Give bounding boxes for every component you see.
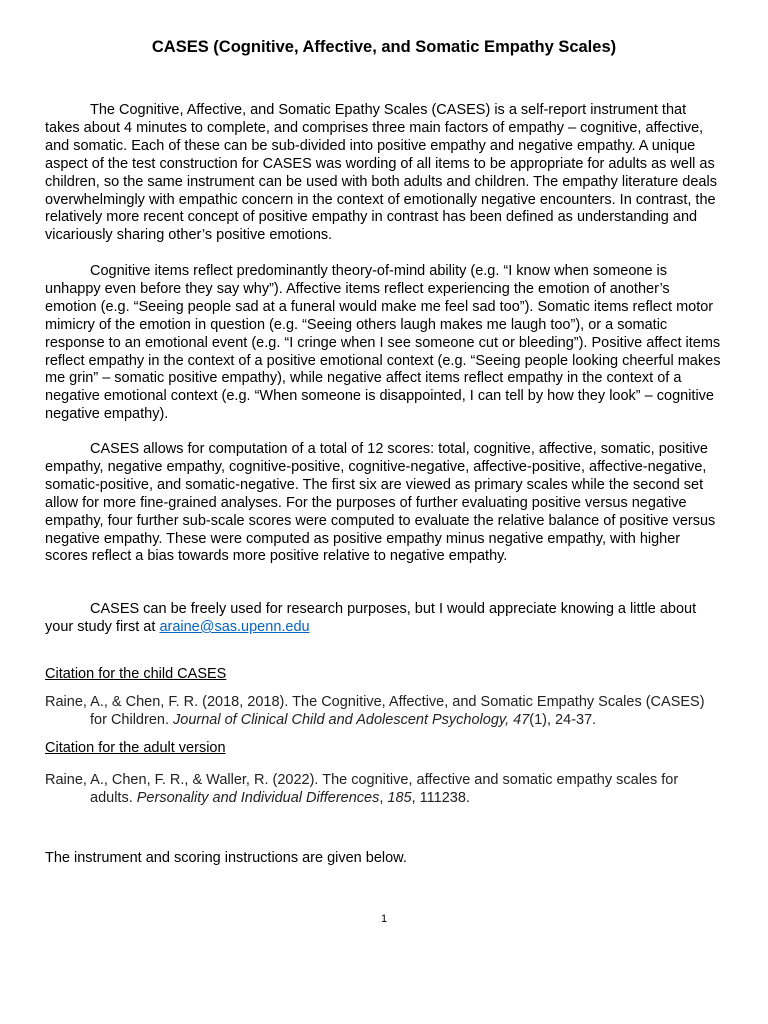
scoring-paragraph: CASES allows for computation of a total of 12 scores: total, cognitive, affective, somatic, positive empathy, negative empathy, cognitive-positive, cognitive-negative, affective-positive, affective-negative, somatic-positive, and somatic-negative. The first six are viewed as primary scales while the second set allow for more fine-grained analyses. For the purposes of further evaluating positive versus negative empathy, four further sub-scale scores were computed to evaluate the relative balance of positive versus negative empathy. These were computed as positive empathy minus negative empathy, with higher scores reflect a bias towards more positive relative to negative empathy.: [45, 441, 716, 565]
child-citation-details: (1), 24-37.: [529, 712, 597, 728]
child-citation: [45, 693, 723, 729]
closing-note: The instrument and scoring instructions are given below.: [45, 850, 407, 866]
adult-citation-journal: Personality and Individual Differences: [136, 790, 380, 806]
document-title: CASES (Cognitive, Affective, and Somatic Empathy Scales): [151, 38, 617, 56]
adult-citation-volume: 185: [387, 790, 412, 806]
adult-citation-details: , 111238.: [411, 790, 470, 806]
page-number: 1: [380, 913, 388, 925]
usage-text: CASES can be freely used for research purposes, but I would appreciate knowing a little about your study first at: [45, 601, 697, 635]
intro-paragraph: The Cognitive, Affective, and Somatic Epathy Scales (CASES) is a self-report instrument that takes about 4 minutes to complete, and comprises three main factors of empathy – cognitive, affective, and somatic. Each of these can be sub-divided into positive empathy and negative empathy. A unique aspect of the test construction for CASES was wording of all items to be appropriate for adults as well as children, so the same instrument can be used with both adults and children. The empathy literature deals overwhelmingly with empathic concern in the context of emotionally negative encounters. In contrast, the relatively more recent concept of positive empathy in contrast has been defined as understanding and vicariously sharing other’s positive emotions.: [45, 102, 717, 244]
item-types-paragraph: Cognitive items reflect predominantly theory-of-mind ability (e.g. “I know when someone is unhappy even before they say why”). Affective items reflect experiencing the emotion of another’s emotion (e.g. “Seeing people sad at a funeral would make me feel sad too”). Somatic items reflect motor mimicry of the emotion in question (e.g. “Seeing others laugh makes me laugh too”), or a somatic response to an emotional event (e.g. “I cringe when I see someone cut or bleeding”). Positive affect items reflect empathy in the context of a positive emotional context (e.g. “Seeing people looking cheerful makes me grin” – somatic positive empathy), while negative affect items reflect empathy in the context of a negative emotional context (e.g. “When someone is disappointed, I can tell by how they look” – cognitive negative empathy).: [45, 263, 721, 423]
usage-paragraph: [45, 601, 723, 637]
adult-citation-sep: ,: [379, 790, 388, 806]
adult-citation: [45, 771, 723, 807]
contact-email-link[interactable]: araine@sas.upenn.edu: [159, 618, 310, 635]
adult-citation-heading: Citation for the adult version: [45, 740, 226, 756]
child-citation-journal: Journal of Clinical Child and Adolescent Psychology, 47: [173, 712, 530, 728]
child-citation-authors: Raine, A., & Chen, F. R. (2018, 2018). The Cognitive, Affective, and Somatic Empathy Scales (CASES) for Children.: [45, 694, 705, 728]
child-citation-heading: Citation for the child CASES: [45, 666, 227, 682]
adult-citation-authors: Raine, A., Chen, F. R., & Waller, R. (2022). The cognitive, affective and somatic empathy scales for adults.: [45, 772, 679, 806]
